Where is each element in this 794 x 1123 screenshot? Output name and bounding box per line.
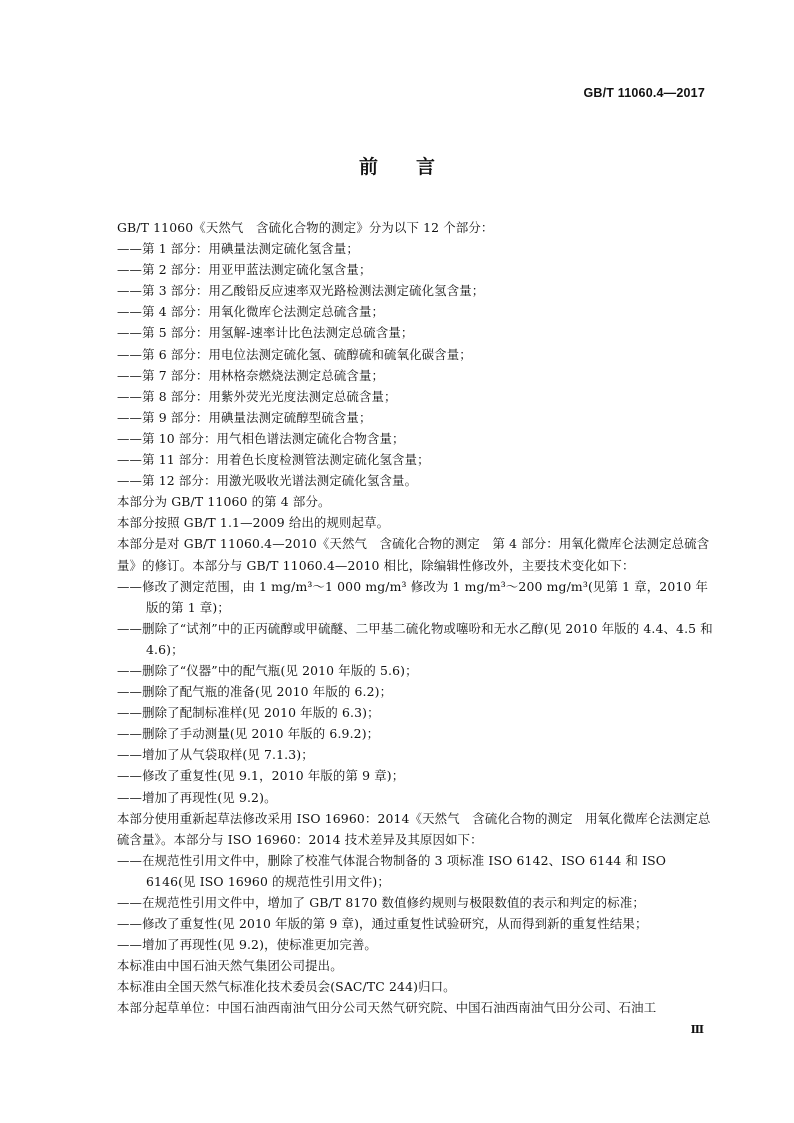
iso-difference-item: ——在规范性引用文件中，删除了校准气体混合物制备的 3 项标准 ISO 6142、ISO 6144 和 ISO 6146(见 ISO 16960 的规范性引用文件)； bbox=[117, 852, 667, 889]
change-item: ——修改了测定范围，由 1 mg/m³～1 000 mg/m³ 修改为 1 mg/m³～200 mg/m³(见第 1 章，2010 年版的第 1 章)； bbox=[117, 578, 709, 615]
part-item: ——第 1 部分：用碘量法测定硫化氢含量； bbox=[117, 241, 359, 257]
change-item: ——增加了再现性(见 9.2)。 bbox=[117, 789, 277, 805]
foreword-body bbox=[117, 217, 717, 1019]
part-item: ——第 9 部分：用碘量法测定硫醇型硫含量； bbox=[117, 409, 372, 425]
part-item: ——第 5 部分：用氢解-速率计比色法测定总硫含量； bbox=[117, 325, 414, 341]
drafted-by: 本部分起草单位：中国石油西南油气田分公司天然气研究院、中国石油西南油气田分公司、石油工 bbox=[117, 1000, 657, 1016]
iso-difference-item: ——增加了再现性(见 9.2)，使标准更加完善。 bbox=[117, 937, 377, 953]
part-item: ——第 10 部分：用气相色谱法测定硫化合物含量； bbox=[117, 430, 405, 446]
change-item: ——增加了从气袋取样(见 7.1.3)； bbox=[117, 747, 314, 763]
part-item: ——第 2 部分：用亚甲蓝法测定硫化氢含量； bbox=[117, 262, 372, 278]
iso-difference-item: ——修改了重复性(见 2010 年版的第 9 章)，通过重复性试验研究，从而得到新的重复性结果； bbox=[117, 916, 648, 932]
page-title: 前言 bbox=[358, 156, 473, 178]
managed-by: 本标准由全国天然气标准化技术委员会(SAC/TC 244)归口。 bbox=[117, 979, 456, 995]
change-item: ——删除了配制标准样(见 2010 年版的 6.3)； bbox=[117, 705, 380, 721]
change-item: ——删除了配气瓶的准备(见 2010 年版的 6.2)； bbox=[117, 684, 393, 700]
change-item: ——修改了重复性(见 9.1，2010 年版的第 9 章)； bbox=[117, 768, 405, 784]
part-item: ——第 12 部分：用激光吸收光谱法测定硫化氢含量。 bbox=[117, 473, 418, 489]
part-item: ——第 8 部分：用紫外荧光光度法测定总硫含量； bbox=[117, 388, 397, 404]
part-item: ——第 7 部分：用林格奈燃烧法测定总硫含量； bbox=[117, 367, 385, 383]
page-number: Ⅲ bbox=[690, 1023, 704, 1036]
change-item: ——删除了“试剂”中的正丙硫醇或甲硫醚、二甲基二硫化物或噻吩和无水乙醇(见 2010 年版的 4.4、4.5 和 4.6)； bbox=[117, 620, 713, 657]
change-item: ——删除了手动测量(见 2010 年版的 6.9.2)； bbox=[117, 726, 380, 742]
part-item: ——第 3 部分：用乙酸铅反应速率双光路检测法测定硫化氢含量； bbox=[117, 283, 485, 299]
part-item: ——第 6 部分：用电位法测定硫化氢、硫醇硫和硫氧化碳含量； bbox=[117, 346, 472, 362]
part-item: ——第 4 部分：用氧化微库仑法测定总硫含量； bbox=[117, 304, 385, 320]
statement-rules: 本部分按照 GB/T 1.1—2009 给出的规则起草。 bbox=[117, 515, 390, 531]
revision-intro: 本部分是对 GB/T 11060.4—2010《天然气 含硫化合物的测定 第 4 部分：用氧化微库仑法测定总硫含量》的修订。本部分与 GB/T 11060.4—2010 相比，除编辑性修改外，主要技术变化如下： bbox=[117, 536, 710, 573]
statement-part: 本部分为 GB/T 11060 的第 4 部分。 bbox=[117, 494, 331, 510]
intro-paragraph: GB/T 11060《天然气 含硫化合物的测定》分为以下 12 个部分： bbox=[117, 220, 494, 235]
standard-code: GB/T 11060.4—2017 bbox=[583, 86, 705, 100]
iso-intro: 本部分使用重新起草法修改采用 ISO 16960：2014《天然气 含硫化合物的测定 用氧化微库仑法测定总硫含量》。本部分与 ISO 16960：2014 技术差异及其原因如下： bbox=[117, 810, 711, 847]
iso-difference-item: ——在规范性引用文件中，增加了 GB/T 8170 数值修约规则与极限数值的表示和判定的标准； bbox=[117, 895, 645, 910]
part-item: ——第 11 部分：用着色长度检测管法测定硫化氢含量； bbox=[117, 452, 430, 468]
change-item: ——删除了“仪器”中的配气瓶(见 2010 年版的 5.6)； bbox=[117, 662, 418, 678]
proposed-by: 本标准由中国石油天然气集团公司提出。 bbox=[117, 958, 343, 974]
